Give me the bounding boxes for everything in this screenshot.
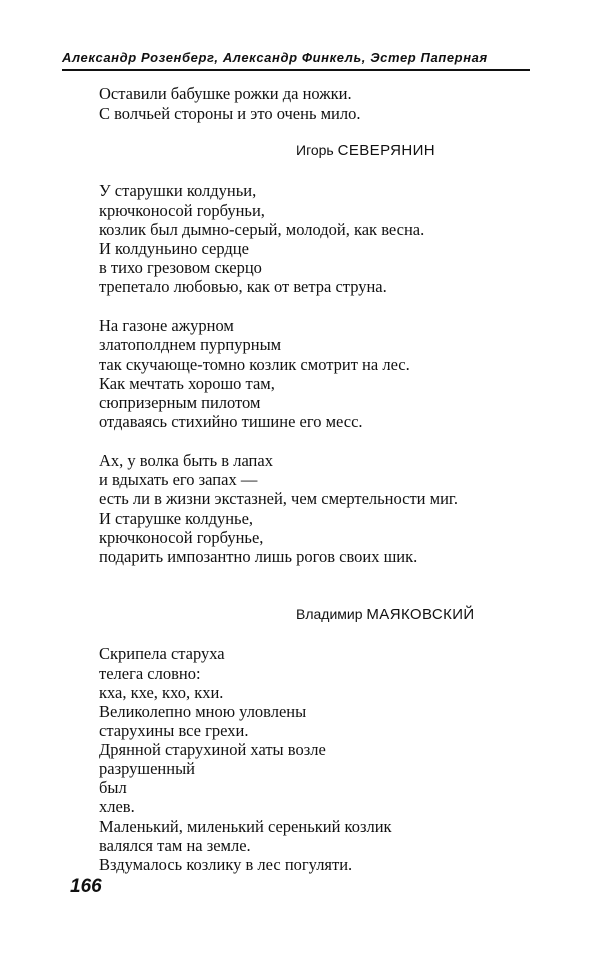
- poem-line: крючконосой горбунье,: [99, 528, 264, 547]
- poem-line: козлик был дымно-серый, молодой, как весна.: [99, 220, 425, 239]
- author-surname: СЕВЕРЯНИН: [337, 142, 436, 159]
- poem-line: сюпризерным пилотом: [99, 393, 261, 412]
- poem-line: отдаваясь стихийно тишине его месс.: [99, 412, 363, 431]
- poem-line: кха, кхе, кхо, кхи.: [99, 683, 224, 702]
- poem-line: подарить импозантно лишь рогов своих шик.: [99, 547, 418, 566]
- poem-line: хлев.: [99, 797, 135, 816]
- poem-line: У старушки колдуньи,: [99, 181, 257, 200]
- poem-line: златополднем пурпурным: [99, 335, 282, 354]
- poem-line: разрушенный: [99, 759, 195, 778]
- poem-line: Великолепно мною уловлены: [99, 702, 307, 721]
- poem-line: трепетало любовью, как от ветра струна.: [99, 277, 387, 296]
- text-line: С волчьей стороны и это очень мило.: [99, 104, 361, 123]
- poem-line: старухины все грехи.: [99, 721, 249, 740]
- poem-author: [296, 606, 475, 623]
- text-line: Оставили бабушке рожки да ножки.: [99, 84, 352, 103]
- poem-line: Скрипела старуха: [99, 644, 225, 663]
- poem-line: Дрянной старухиной хаты возле: [99, 740, 326, 759]
- poem-line: Вздумалось козлику в лес погуляти.: [99, 855, 353, 874]
- poem-line: Маленький, миленький серенький козлик: [99, 817, 392, 836]
- poem-line: валялся там на земле.: [99, 836, 251, 855]
- poem-line: Ах, у волка быть в лапах: [99, 451, 273, 470]
- poem-line: И старушке колдунье,: [99, 509, 254, 528]
- poem-line: был: [99, 778, 127, 797]
- poem-line: в тихо грезовом скерцо: [99, 258, 262, 277]
- poem-author: [296, 142, 435, 159]
- poem-line: И колдуньино сердце: [99, 239, 249, 258]
- poem-line: телега словно:: [99, 664, 201, 683]
- poem-line: есть ли в жизни экстазней, чем смертельности миг.: [99, 489, 458, 508]
- poem-line: На газоне ажурном: [99, 316, 234, 335]
- author-first-name: Игорь: [296, 142, 334, 158]
- poem-line: Как мечтать хорошо там,: [99, 374, 275, 393]
- poem-line: так скучающе-томно козлик смотрит на лес.: [99, 355, 410, 374]
- page-number: 166: [70, 876, 102, 897]
- author-first-name: Владимир: [296, 606, 363, 622]
- poem-line: и вдыхать его запах —: [99, 470, 258, 489]
- author-surname: МАЯКОВСКИЙ: [366, 606, 475, 623]
- running-header: Александр Розенберг, Александр Финкель, Эстер Паперная: [62, 50, 530, 71]
- poem-line: крючконосой горбуньи,: [99, 201, 265, 220]
